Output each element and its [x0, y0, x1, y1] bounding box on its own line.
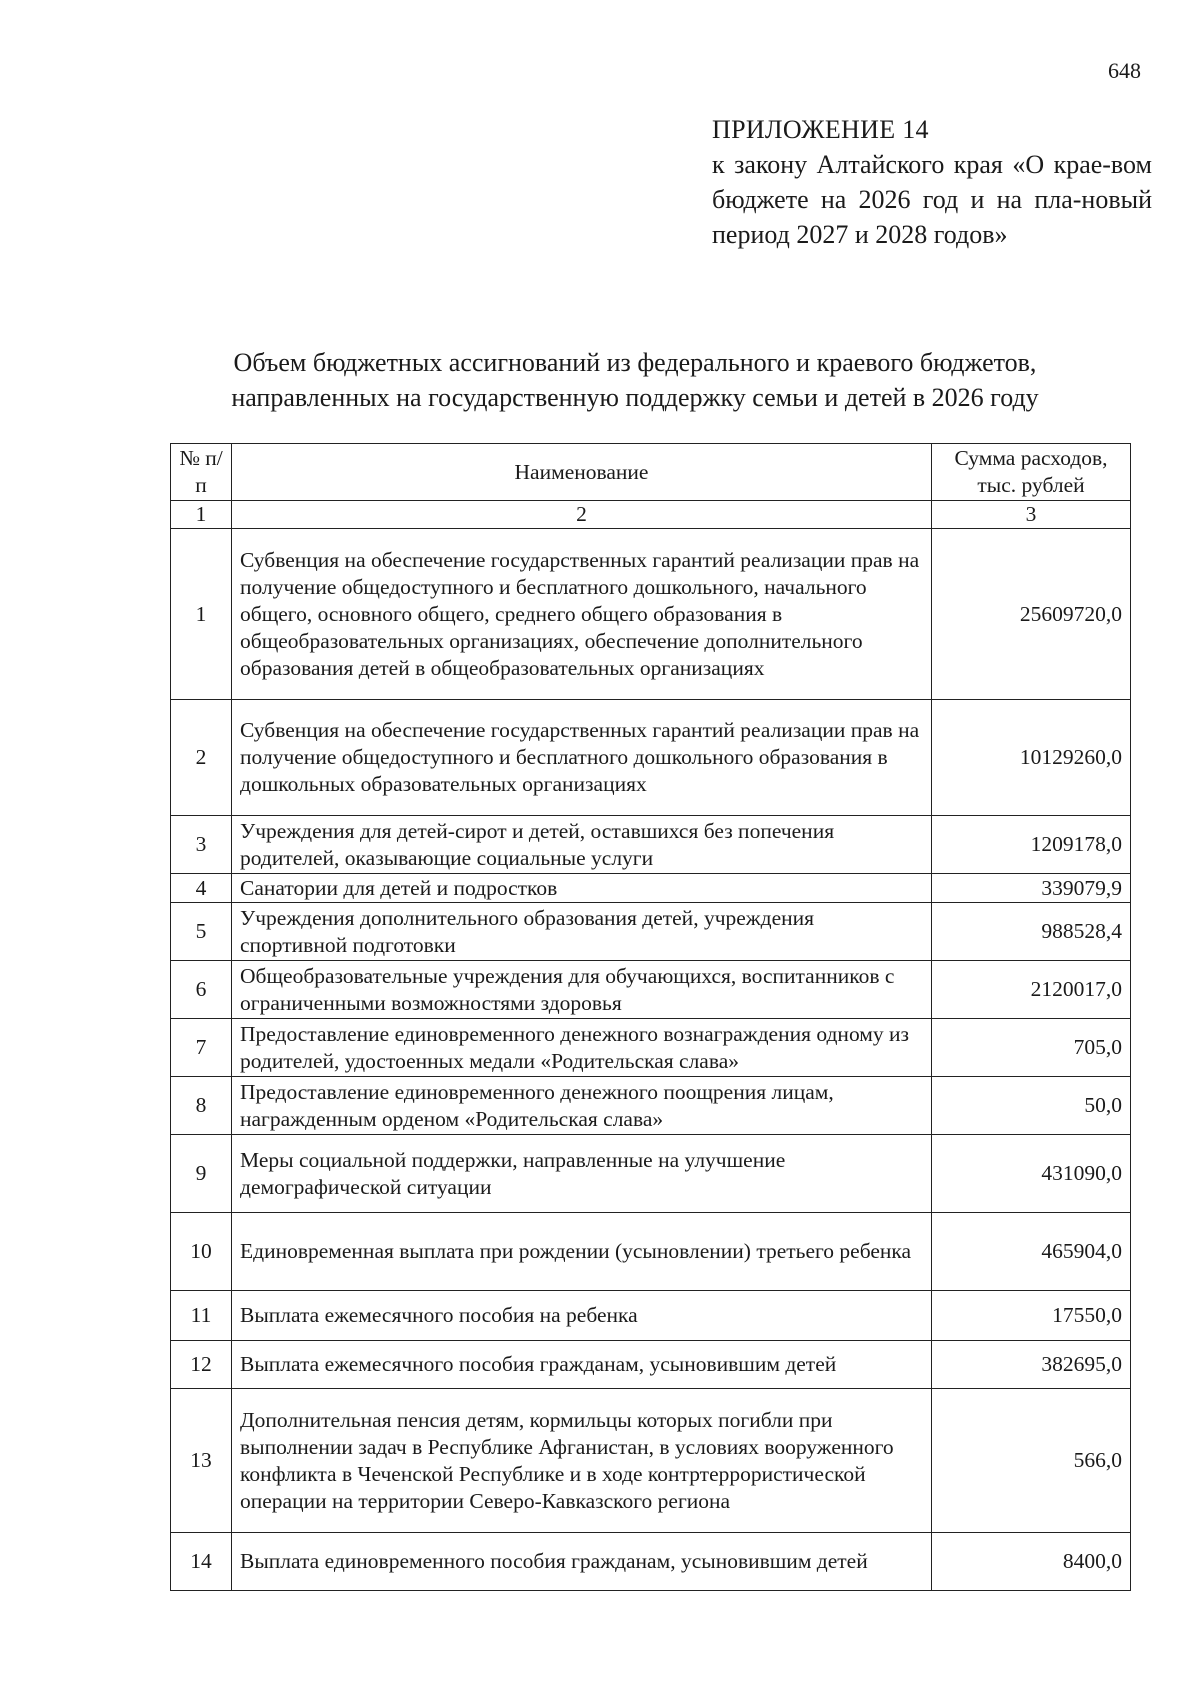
- row-sum: 382695,0: [932, 1341, 1131, 1389]
- table-row: [171, 961, 1131, 1019]
- row-num: 11: [171, 1291, 232, 1341]
- index-cell: 2: [232, 501, 932, 529]
- row-num: 2: [171, 700, 232, 816]
- row-num: 8: [171, 1077, 232, 1135]
- row-name: Предоставление единовременного денежного вознаграждения одному из родителей, удостоенных медали «Родительская слава»: [232, 1019, 932, 1077]
- row-sum: 431090,0: [932, 1135, 1131, 1213]
- table-row: [171, 1135, 1131, 1213]
- row-name: Выплата ежемесячного пособия гражданам, усыновившим детей: [232, 1341, 932, 1389]
- table-row: [171, 1077, 1131, 1135]
- table-row: [171, 700, 1131, 816]
- row-sum: 566,0: [932, 1389, 1131, 1533]
- row-sum: 8400,0: [932, 1533, 1131, 1591]
- row-num: 12: [171, 1341, 232, 1389]
- row-num: 14: [171, 1533, 232, 1591]
- row-name: Меры социальной поддержки, направленные на улучшение демографической ситуации: [232, 1135, 932, 1213]
- appendix-subtitle: к закону Алтайского края «О крае-вом бюджете на 2026 год и на пла-новый период 2027 и 2028 годов»: [712, 150, 1152, 249]
- row-sum: 988528,4: [932, 903, 1131, 961]
- appendix-title: ПРИЛОЖЕНИЕ 14: [712, 115, 929, 144]
- row-num: 9: [171, 1135, 232, 1213]
- page-number: 648: [1108, 58, 1141, 83]
- index-cell: 3: [932, 501, 1131, 529]
- table-row: [171, 874, 1131, 903]
- row-name: Общеобразовательные учреждения для обучающихся, воспитанников с ограниченными возможностями здоровья: [232, 961, 932, 1019]
- table-row: [171, 1291, 1131, 1341]
- row-name: Выплата ежемесячного пособия на ребенка: [232, 1291, 932, 1341]
- row-num: 10: [171, 1213, 232, 1291]
- row-name: Единовременная выплата при рождении (усыновлении) третьего ребенка: [232, 1213, 932, 1291]
- row-num: 13: [171, 1389, 232, 1533]
- table-row: [171, 1533, 1131, 1591]
- row-num: 5: [171, 903, 232, 961]
- row-name: Учреждения дополнительного образования детей, учреждения спортивной подготовки: [232, 903, 932, 961]
- row-num: 1: [171, 529, 232, 700]
- table-row: [171, 816, 1131, 874]
- row-sum: 465904,0: [932, 1213, 1131, 1291]
- row-name: Учреждения для детей-сирот и детей, оставшихся без попечения родителей, оказывающие социальные услуги: [232, 816, 932, 874]
- row-sum: 339079,9: [932, 874, 1131, 903]
- row-name: Субвенция на обеспечение государственных гарантий реализации прав на получение общедоступного и бесплатного дошкольного, начального общего, основного общего, среднего общего образования в общеобразовательных организациях, обеспечение дополнительного образования детей в общеобразовательных организациях: [232, 529, 932, 700]
- table-row: [171, 1341, 1131, 1389]
- row-sum: 705,0: [932, 1019, 1131, 1077]
- row-num: 4: [171, 874, 232, 903]
- table-header-row: [171, 444, 1131, 501]
- row-sum: 10129260,0: [932, 700, 1131, 816]
- row-sum: 50,0: [932, 1077, 1131, 1135]
- row-sum: 25609720,0: [932, 529, 1131, 700]
- row-num: 3: [171, 816, 232, 874]
- header-name: Наименование: [232, 444, 932, 501]
- row-num: 6: [171, 961, 232, 1019]
- table-row: [171, 529, 1131, 700]
- header-num: № п/п: [171, 444, 232, 501]
- table-row: [171, 903, 1131, 961]
- table-row: [171, 1019, 1131, 1077]
- row-sum: 1209178,0: [932, 816, 1131, 874]
- table-row: [171, 1213, 1131, 1291]
- row-sum: 2120017,0: [932, 961, 1131, 1019]
- row-name: Субвенция на обеспечение государственных гарантий реализации прав на получение общедоступного и бесплатного дошкольного образования в дошкольных образовательных организациях: [232, 700, 932, 816]
- header-sum: Сумма расходов, тыс. рублей: [932, 444, 1131, 501]
- table-row: [171, 1389, 1131, 1533]
- row-name: Выплата единовременного пособия гражданам, усыновившим детей: [232, 1533, 932, 1591]
- row-name: Санатории для детей и подростков: [232, 874, 932, 903]
- budget-table: [170, 443, 1131, 1591]
- row-num: 7: [171, 1019, 232, 1077]
- document-title: Объем бюджетных ассигнований из федерального и краевого бюджетов, направленных на государственную поддержку семьи и детей в 2026 году: [231, 348, 1039, 412]
- table-index-row: [171, 501, 1131, 529]
- row-sum: 17550,0: [932, 1291, 1131, 1341]
- appendix-block: [712, 112, 1152, 252]
- row-name: Дополнительная пенсия детям, кормильцы которых погибли при выполнении задач в Республике Афганистан, в условиях вооруженного конфликта в Чеченской Республике и в ходе контртеррористической операции на территории Северо-Кавказского региона: [232, 1389, 932, 1533]
- index-cell: 1: [171, 501, 232, 529]
- row-name: Предоставление единовременного денежного поощрения лицам, награжденным орденом «Родительская слава»: [232, 1077, 932, 1135]
